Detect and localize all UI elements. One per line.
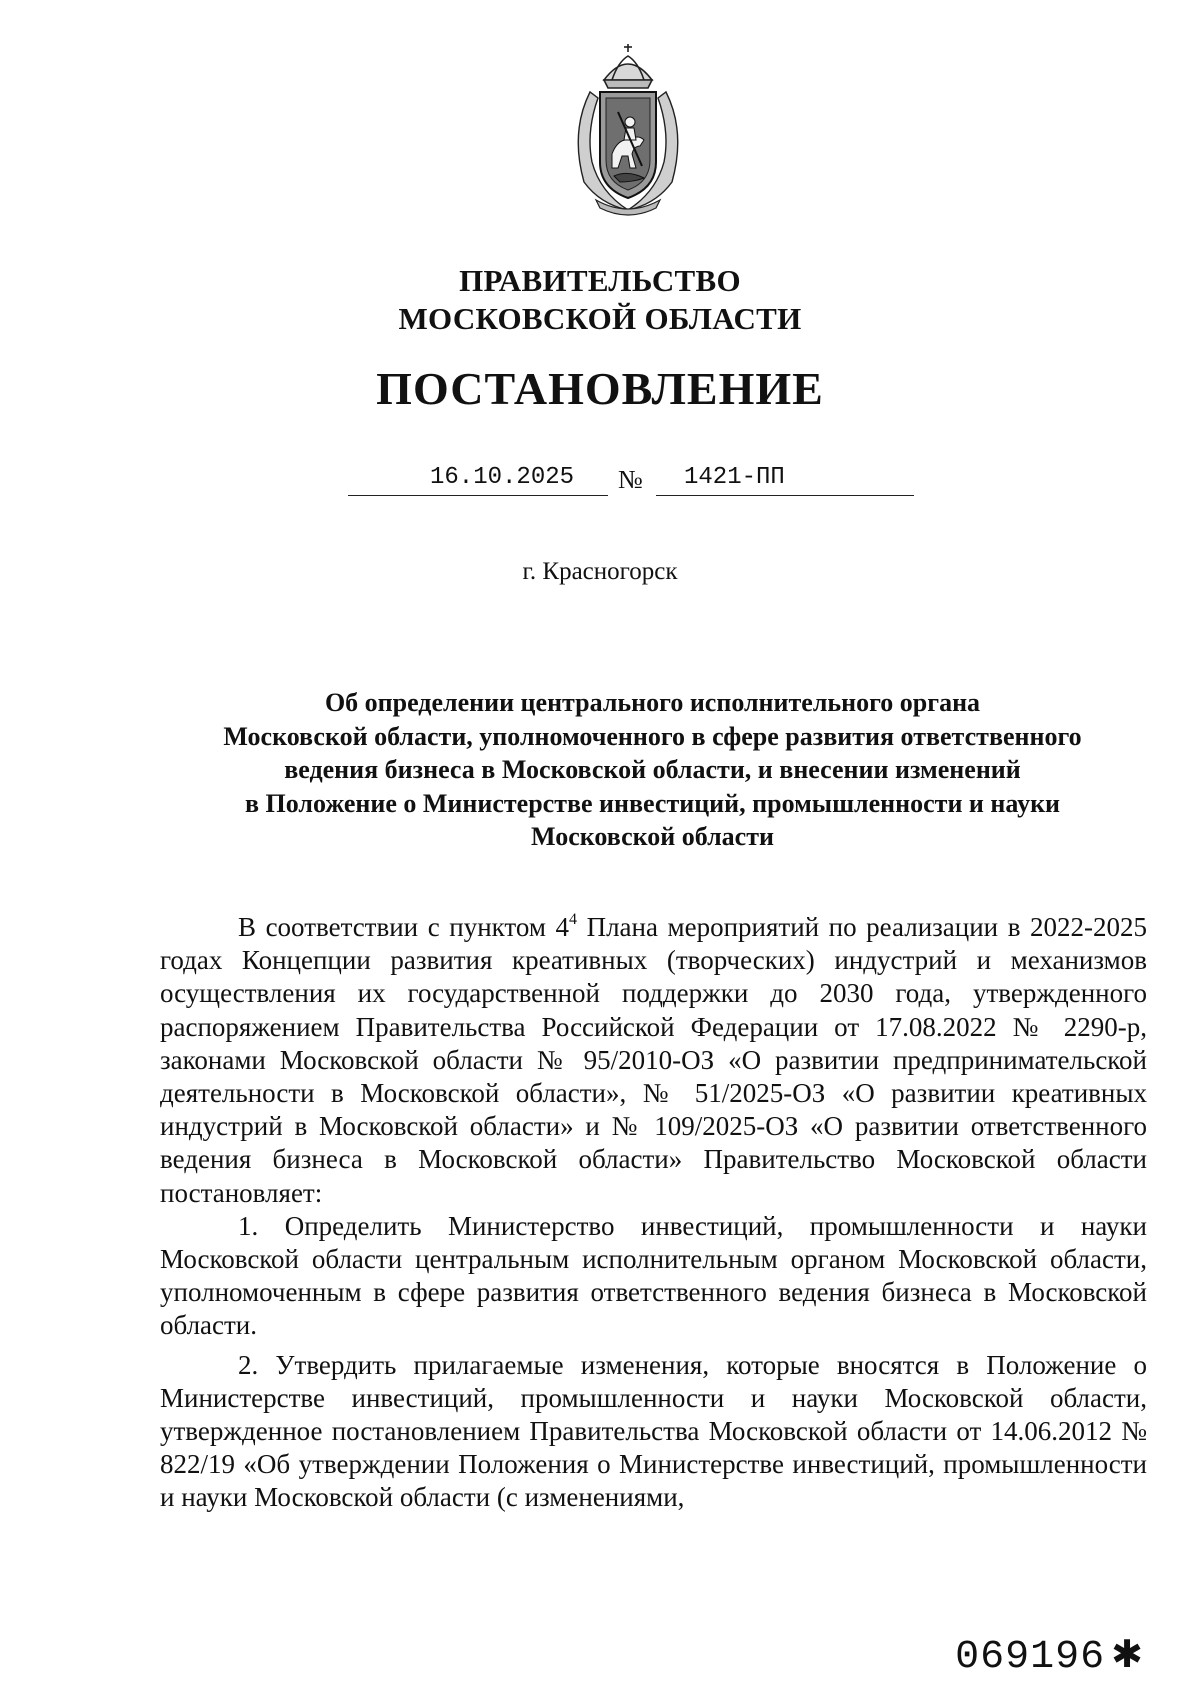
star-icon: ✱ <box>1111 1632 1144 1676</box>
moscow-oblast-coat-of-arms-icon <box>560 42 696 217</box>
title-line: Московской области <box>531 822 774 851</box>
government-line-1: ПРАВИТЕЛЬСТВО <box>459 263 741 298</box>
document-number: 1421-ПП <box>656 460 914 496</box>
paragraph-item-1: 1. Определить Министерство инвестиций, промышленности и науки Московской области центральным исполнительным органом Московской области, уполномоченным в сфере развития ответственного ведения бизнеса в Московской области. <box>160 1210 1147 1341</box>
document-title <box>160 686 1145 854</box>
number-sign: № <box>618 465 643 494</box>
title-line: в Положение о Министерстве инвестиций, промышленности и науки <box>244 788 1061 818</box>
title-line: Московской области, уполномоченного в сфере развития ответственного <box>223 721 1082 751</box>
serial-digits: 069196 <box>955 1635 1106 1680</box>
government-line-2: МОСКОВСКОЙ ОБЛАСТИ <box>398 301 802 336</box>
city: г. Красногорск <box>522 558 678 585</box>
preamble-start: В соответствии с пунктом 4 <box>238 912 569 942</box>
government-name <box>0 262 1200 338</box>
paragraph-preamble <box>160 911 1147 1210</box>
serial-number <box>955 1632 1144 1680</box>
document-date: 16.10.2025 <box>348 460 608 496</box>
paragraph-item-2: 2. Утвердить прилагаемые изменения, которые вносятся в Положение о Министерстве инвестиций, промышленности и науки Московской области, утвержденное постановлением Правительства Московской области от 14.06.2012 № 822/19 «Об утверждении Положения о Министерстве инвестиций, промышленности и науки Московской области (с изменениями, <box>160 1349 1147 1513</box>
document-body <box>160 911 1147 1515</box>
item-superscript: 4 <box>569 911 577 928</box>
document-type: ПОСТАНОВЛЕНИЕ <box>376 363 824 414</box>
preamble-rest: Плана мероприятий по реализации в 2022-2025 годах Концепции развития креативных (творческих) индустрий и механизмов осуществления их государственной поддержки до 2030 года, утвержденного распоряжением Правительства Российской Федерации от 17.08.2022 № 2290-р, законами Московской области № 95/2010-ОЗ «О развитии предпринимательской деятельности в Московской области», № 51/2025-ОЗ «О развитии креативных индустрий в Московской области» и № 109/2025-ОЗ «О развитии ответственного ведения бизнеса в Московской области» Правительство Московской области постановляет: <box>160 912 1148 1208</box>
registration-line <box>348 460 914 500</box>
title-line: ведения бизнеса в Московской области, и внесении изменений <box>284 755 1021 784</box>
title-line: Об определении центрального исполнительного органа <box>324 688 981 717</box>
